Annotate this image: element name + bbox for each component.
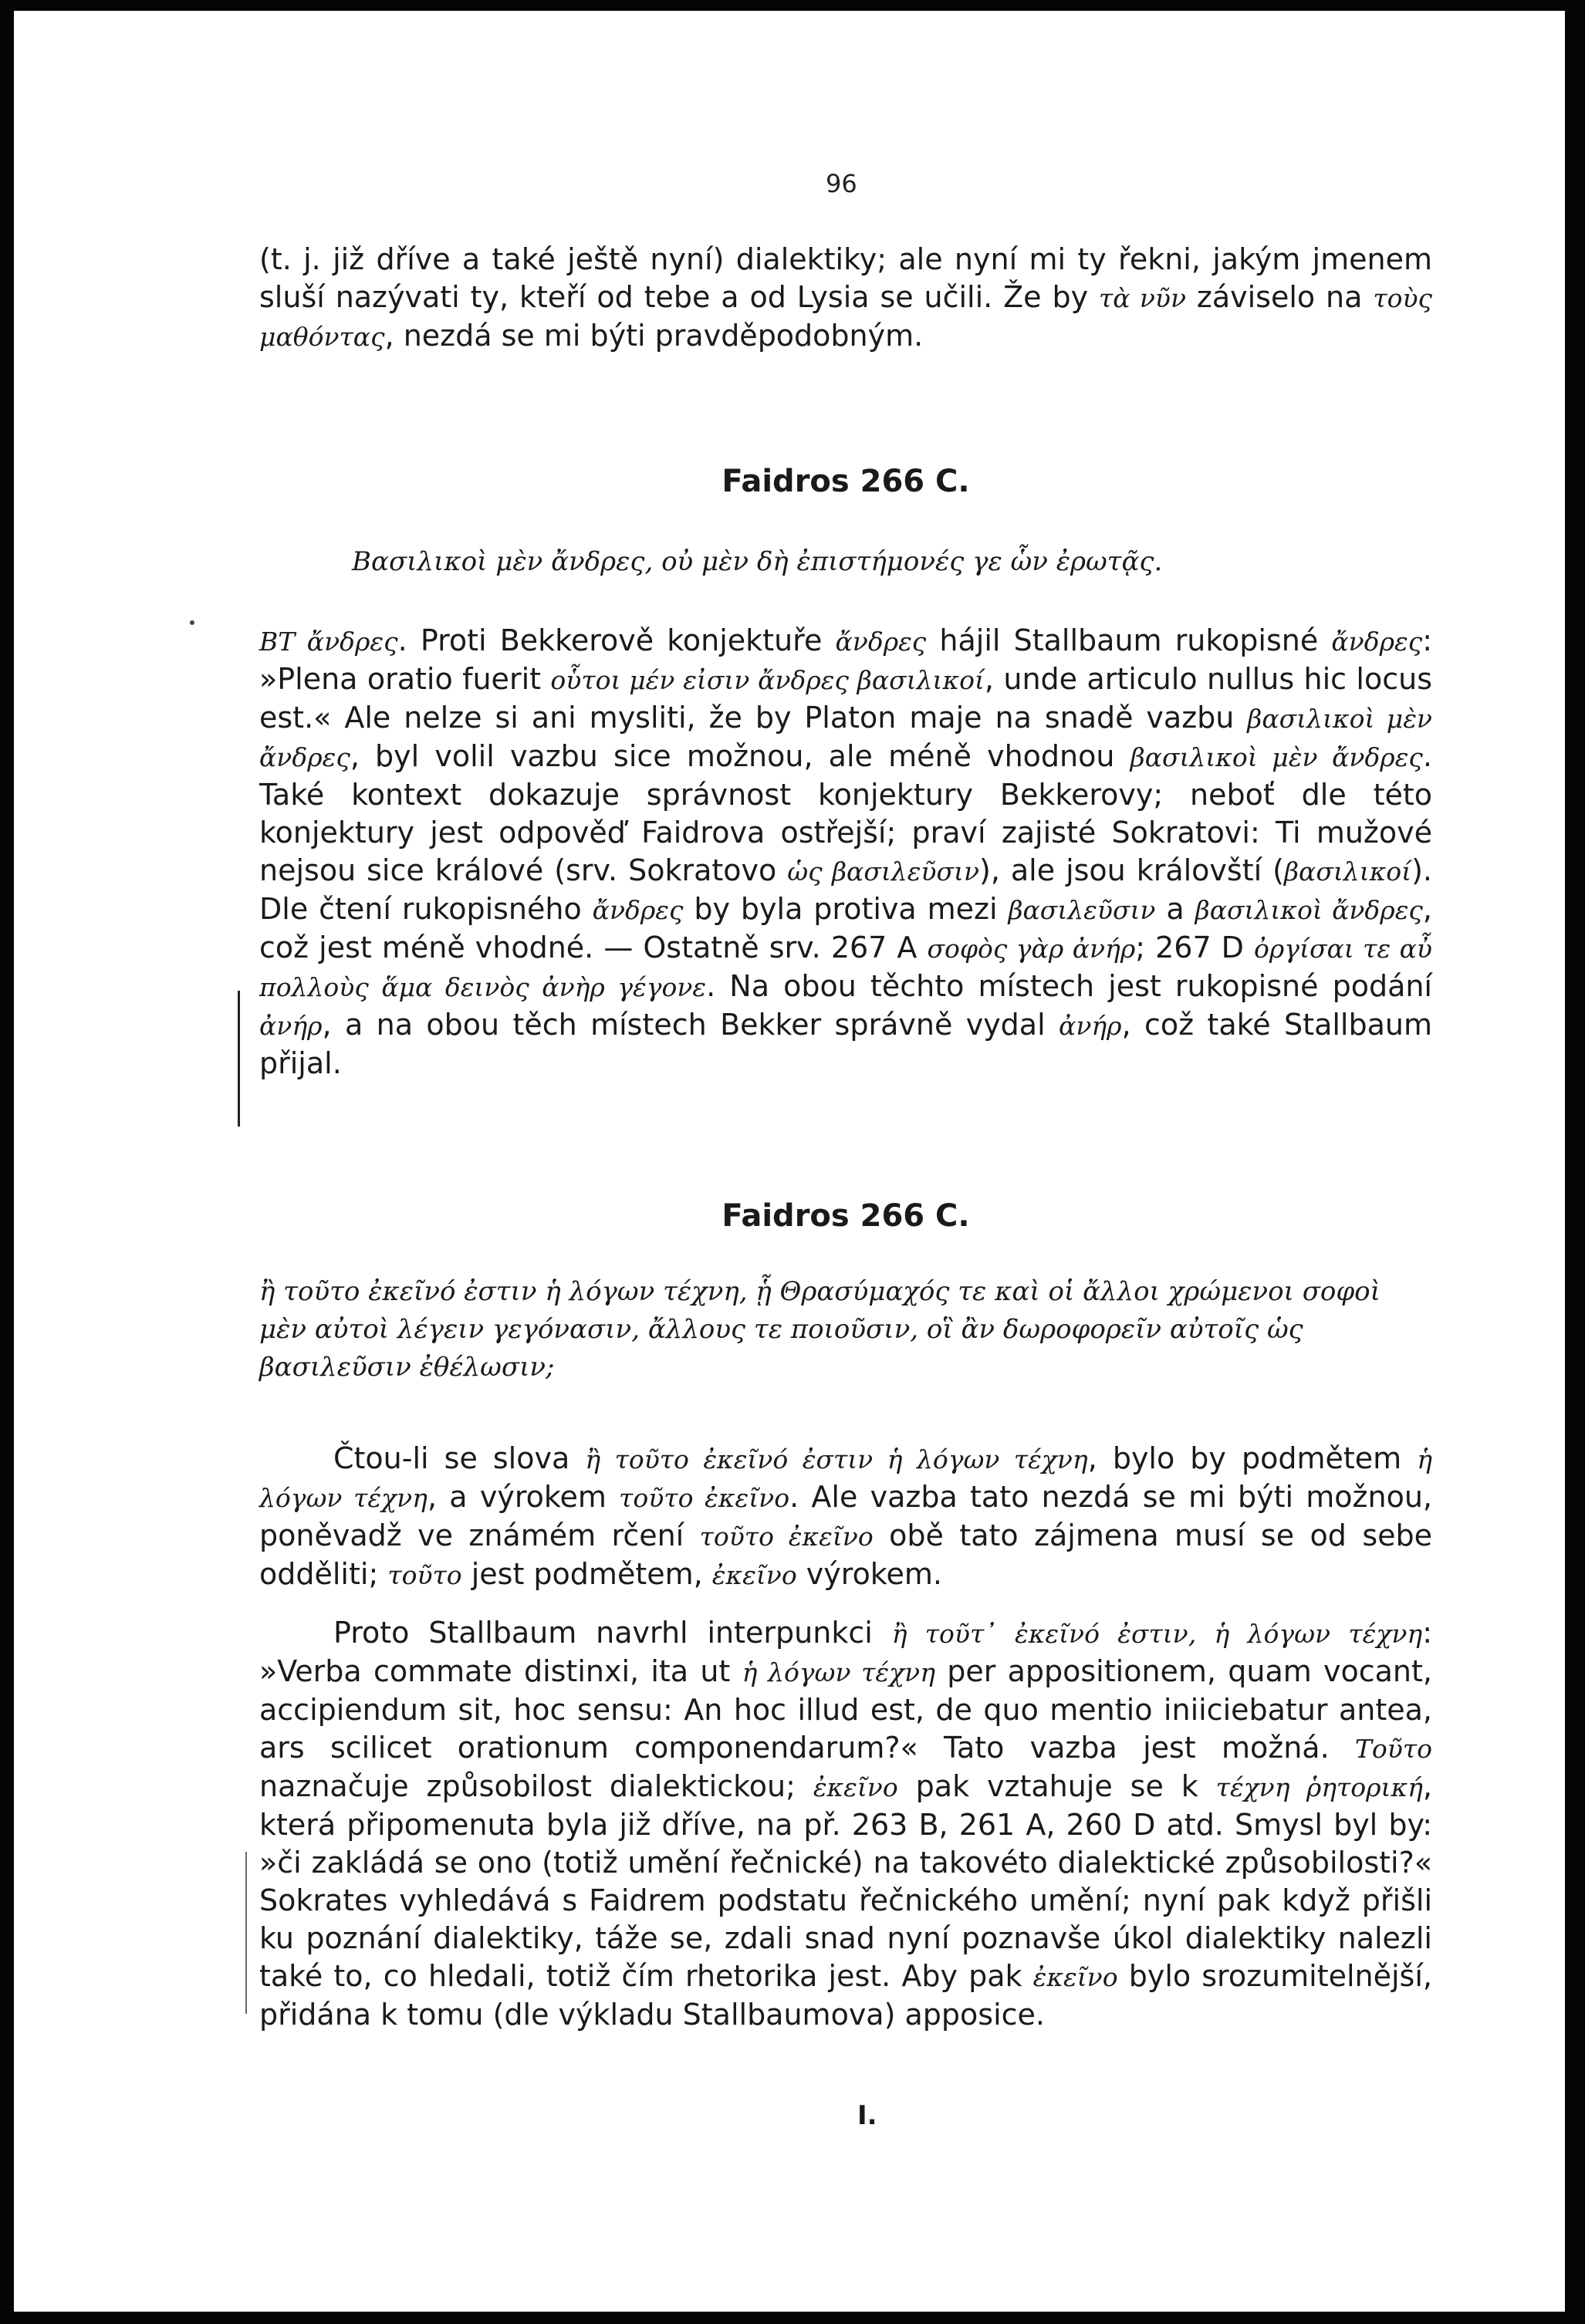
text: : »Plena oratio fuerit: [259, 623, 1433, 696]
text: , unde articulo nullus hic locus est.« Ale nelze si ani mysliti, že by Platon maje na snadě vazbu: [259, 662, 1432, 735]
text: , nezdá se mi býti pravděpodobným.: [384, 319, 924, 353]
text: pak vztahuje se k: [897, 1769, 1216, 1803]
text: , bylo by podmětem: [1087, 1441, 1418, 1475]
text: a: [1155, 892, 1195, 926]
text: hájil Stallbaum rukopisné: [926, 623, 1332, 657]
greek-text: τὰ νῦν: [1098, 283, 1186, 313]
greek-text: ἐκεῖνο: [1032, 1962, 1118, 1992]
page-number: 96: [826, 169, 857, 198]
signature-mark: I.: [857, 2100, 877, 2131]
text: . Na obou těchto místech jest rukopisné podání: [706, 969, 1432, 1003]
section-heading-2: Faidros 266 C.: [722, 1198, 970, 1234]
greek-text: ἄνδρες: [592, 895, 684, 925]
greek-text: ὀργίσαι τε αὖ πολλοὺς ἅμα δεινὸς ἀνὴρ γέγονε: [259, 934, 1432, 1002]
paragraph-commentary-2: [259, 1440, 1432, 1594]
text: bylo srozumitelnější, přidána k tomu (dle výkladu Stallbaumova) apposice.: [259, 1959, 1432, 2032]
greek-text: BT ἄνδρες: [259, 627, 398, 657]
text: obě tato zájmena musí se od sebe odděliti;: [259, 1518, 1432, 1591]
greek-text: οὗτοι μέν εἰσιν ἄνδρες βασιλικοί: [550, 665, 985, 695]
text: Čtou-li se slova: [333, 1441, 586, 1475]
text: výrokem.: [796, 1557, 942, 1591]
text: ). Dle čtení rukopisného: [259, 853, 1433, 926]
greek-text: ἀνήρ: [1059, 1011, 1122, 1041]
greek-text: ὡς βασιλεῦσιν: [787, 856, 980, 887]
text: , která připomenuta byla již dříve, na př. 263 B, 261 A, 260 D atd. Smysl byl by: »či zakládá se ono (totiž umění řečnické) na takovéto dialektické způsobilosti?« Sokrates vyhledává s Faidrem podstatu řečnického umění; nyní pak když přišli ku poznání dialektiky, táže se, zdali snad nyní poznavše úkol dialektiky nalezli také to, co hledali, totiž čím rhetorika jest. Aby pak: [259, 1769, 1432, 1993]
greek-text: ἐκεῖνο: [813, 1772, 898, 1802]
text: ), ale jsou královští (: [979, 853, 1284, 887]
text: naznačuje způsobilost dialektickou;: [259, 1769, 813, 1803]
text: jest podmětem,: [461, 1557, 712, 1591]
text: , což jest méně vhodné. — Ostatně srv. 267 A: [259, 892, 1432, 964]
greek-text: ἀνήρ: [259, 1011, 323, 1041]
greek-text: βασιλικοὶ μὲν ἄνδρες: [259, 704, 1432, 772]
text: . Také kontext dokazuje správnost konjektury Bekkerovy; neboť dle této konjektury jest odpověď Faidrova ostřejší; praví zajisté Sokratovi: Ti mužové nejsou sice králové (srv. Sokratovo: [259, 739, 1432, 887]
greek-quote-1: Βασιλικοὶ μὲν ἄνδρες, οὐ μὲν δὴ ἐπιστήμονές γε ὧν ἐρωτᾷς.: [352, 546, 1163, 577]
text: (t. j. již dříve a také ještě nyní) dialektiky; ale nyní mi ty řekni, jakým jmenem sluší nazývati ty, kteří od tebe a od Lysia se učili. Že by: [259, 242, 1432, 314]
greek-text: τοῦτο ἐκεῖνο: [699, 1522, 874, 1552]
greek-text: ἢ τοῦτο ἐκεῖνό ἐστιν ἡ λόγων τέχνη: [585, 1444, 1088, 1474]
greek-text: Τοῦτο: [1354, 1734, 1432, 1764]
margin-dot: [190, 620, 194, 625]
greek-text: βασιλικοὶ μὲν ἄνδρες: [1130, 742, 1423, 772]
greek-text: βασιλικοί: [1283, 856, 1412, 887]
text: : »Verba commate distinxi, ita ut: [259, 1616, 1432, 1688]
greek-text: τοῦτο: [387, 1560, 462, 1590]
text: , což také Stallbaum přijal.: [259, 1008, 1432, 1080]
greek-text: τοῦτο ἐκεῖνο: [619, 1483, 790, 1513]
text: záviselo na: [1186, 280, 1374, 314]
greek-text: ἡ λόγων τέχνη: [259, 1444, 1432, 1513]
margin-bracket-mark: [245, 1852, 247, 2014]
page: [14, 11, 1565, 2312]
greek-text: βασιλεῦσιν: [1008, 895, 1156, 925]
greek-text: σοφὸς γὰρ ἀνήρ: [927, 934, 1136, 964]
text: , a na obou těch místech Bekker správně vydal: [322, 1008, 1059, 1042]
text: , byl volil vazbu sice možnou, ale méně vhodnou: [350, 739, 1130, 773]
text: per appositionem, quam vocant, accipiendum sit, hoc sensu: An hoc illud est, de quo mentio iniiciebatur antea, ars scilicet orationum componendarum?« Tato vazba jest možná.: [259, 1654, 1432, 1765]
paragraph-commentary-3: [259, 1614, 1432, 2034]
text: Proto Stallbaum navrhl interpunkci: [333, 1616, 892, 1650]
greek-text: τέχνη ῥητορική: [1215, 1772, 1423, 1802]
section-heading-1: Faidros 266 C.: [722, 464, 970, 499]
text: by byla protiva mezi: [683, 892, 1009, 926]
greek-text: ἐκεῖνο: [711, 1560, 797, 1590]
greek-quote-2: ἢ τοῦτο ἐκεῖνό ἐστιν ἡ λόγων τέχνη, ᾗ Θρασύμαχός τε καὶ οἱ ἄλλοι χρώμενοι σοφοὶ μὲν αὐτοὶ λέγειν γεγόνασιν, ἄλλους τε ποιοῦσιν, οἳ ἂν δωροφορεῖν αὐτοῖς ὡς βασιλεῦσιν ἐθέλωσιν;: [259, 1276, 1381, 1383]
text: ; 267 D: [1135, 931, 1255, 964]
text: . Proti Bekkerově konjektuře: [397, 623, 836, 657]
margin-line-mark: [238, 991, 240, 1127]
greek-text: βασιλικοὶ ἄνδρες: [1195, 895, 1423, 925]
paragraph-commentary-1: [259, 622, 1432, 1083]
greek-text: ἢ τοῦτ᾽ ἐκεῖνό ἐστιν, ἡ λόγων τέχνη: [891, 1619, 1423, 1649]
text: . Ale vazba tato nezdá se mi býti možnou, poněvadž ve známém rčení: [259, 1480, 1433, 1552]
greek-text: τοὺς μαθόντας: [259, 283, 1432, 352]
greek-text: ἄνδρες: [835, 627, 927, 657]
greek-text: ἄνδρες: [1331, 627, 1423, 657]
paragraph-intro: [259, 241, 1432, 356]
text: , a výrokem: [427, 1480, 620, 1514]
greek-text: ἡ λόγων τέχνη: [742, 1657, 935, 1687]
